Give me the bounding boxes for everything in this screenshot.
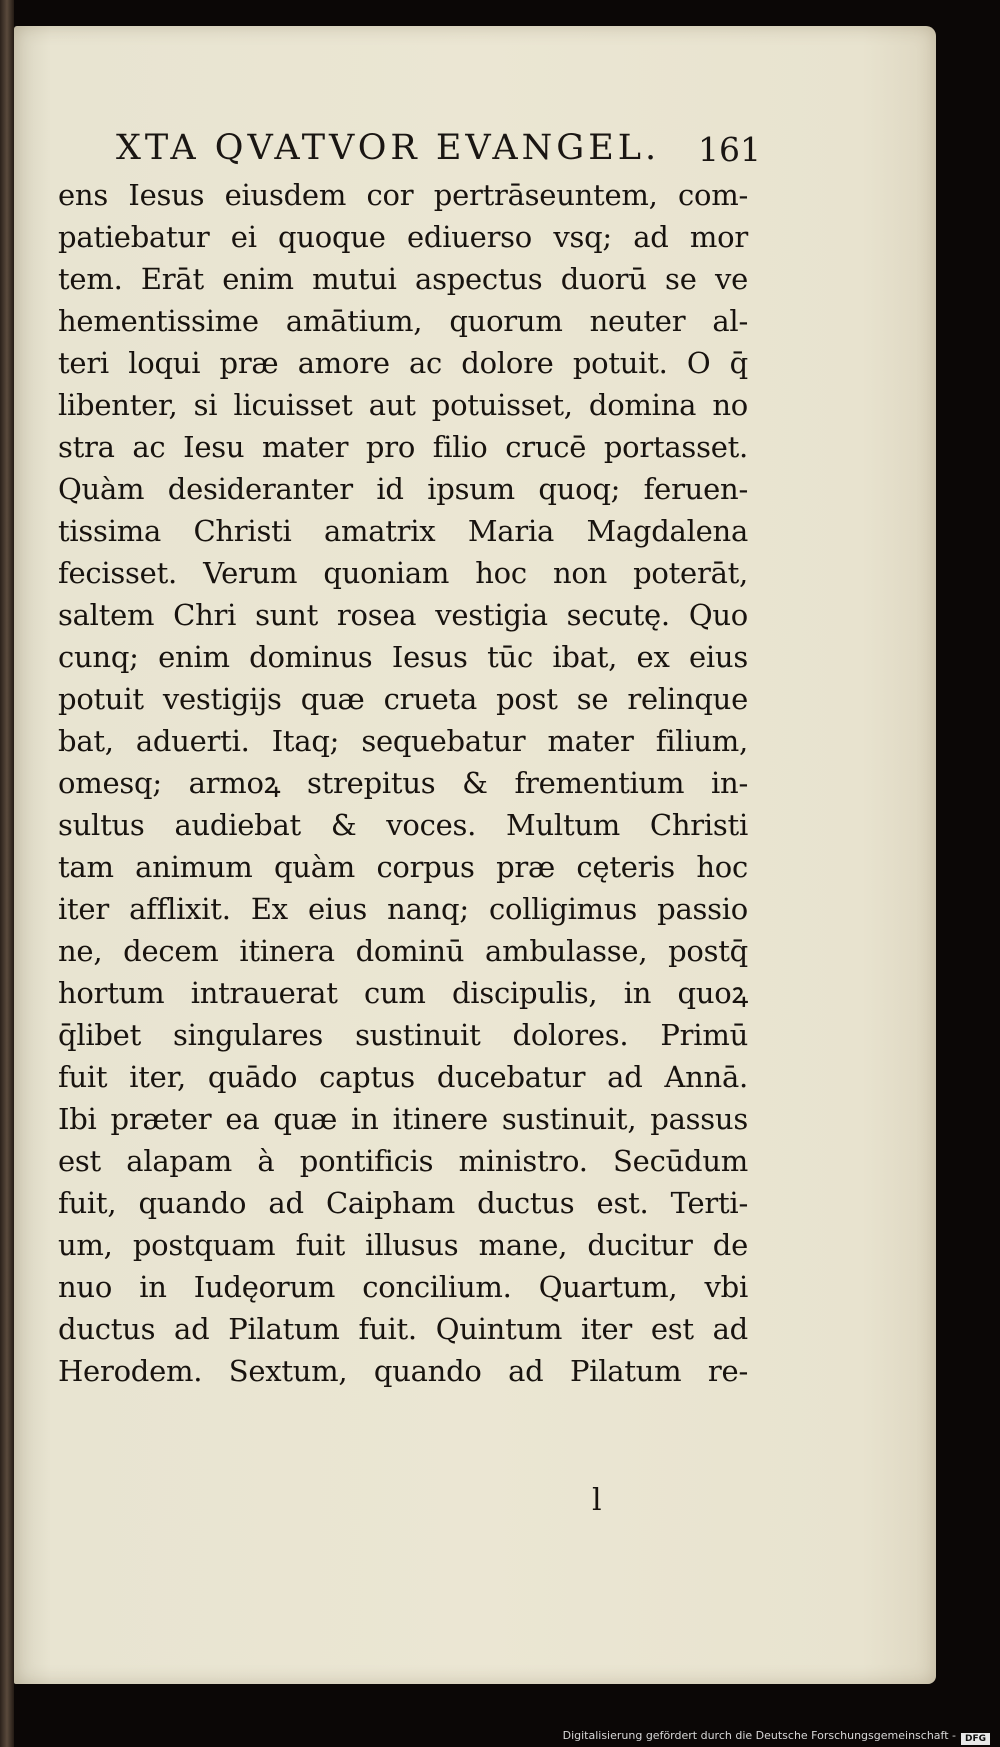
text-line: fecisset. Verum quoniam hoc non poterāt, [58, 556, 748, 590]
text-line: patiebatur ei quoque ediuerso vsq; ad mor [58, 220, 748, 254]
text-line: cunq; enim dominus Iesus tūc ibat, ex eius [58, 640, 748, 674]
page-number: 161 [698, 130, 761, 169]
text-line: ens Iesus eiusdem cor pertrāseuntem, com- [58, 178, 748, 212]
text-line: tissima Christi amatrix Maria Magdalena [58, 514, 748, 548]
text-line: est alapam à pontificis ministro. Secūdum [58, 1144, 748, 1178]
text-line: omesq; armoꝝ strepitus & frementium in- [58, 766, 748, 800]
text-line: q̄libet singulares sustinuit dolores. Primū [58, 1018, 748, 1052]
text-line: Quàm desideranter id ipsum quoq; feruen- [58, 472, 748, 506]
book-page [14, 26, 936, 1684]
text-line: sultus audiebat & voces. Multum Christi [58, 808, 748, 842]
running-head-title: XTA QVATVOR EVANGEL. [116, 128, 661, 168]
text-line: ne, decem itinera dominū ambulasse, postq̄ [58, 934, 748, 968]
text-line: libenter, si licuisset aut potuisset, domina no [58, 388, 748, 422]
text-line: hementissime amātium, quorum neuter al- [58, 304, 748, 338]
text-line: bat, aduerti. Itaq; sequebatur mater filium, [58, 724, 748, 758]
text-line: ductus ad Pilatum fuit. Quintum iter est ad [58, 1312, 748, 1346]
credit-text: Digitalisierung gefördert durch die Deutsche Forschungsgemeinschaft - [562, 1729, 956, 1742]
text-line: stra ac Iesu mater pro filio crucē portasset. [58, 430, 748, 464]
text-line: fuit, quando ad Caipham ductus est. Terti- [58, 1186, 748, 1220]
dfg-logo-icon: DFG [961, 1733, 990, 1745]
signature-mark: l [592, 1483, 602, 1518]
text-line: iter afflixit. Ex eius nanq; colligimus passio [58, 892, 748, 926]
body-text [58, 174, 748, 1392]
text-line: saltem Chri sunt rosea vestigia secutę. Quo [58, 598, 748, 632]
text-line: teri loqui præ amore ac dolore potuit. O q̄ [58, 346, 748, 380]
text-line: fuit iter, quādo captus ducebatur ad Annā. [58, 1060, 748, 1094]
text-line: um, postquam fuit illusus mane, ducitur de [58, 1228, 748, 1262]
text-line: Ibi præter ea quæ in itinere sustinuit, passus [58, 1102, 748, 1136]
text-line: tam animum quàm corpus præ cęteris hoc [58, 850, 748, 884]
text-line: hortum intrauerat cum discipulis, in quoꝝ [58, 976, 748, 1010]
text-line: nuo in Iudęorum concilium. Quartum, vbi [58, 1270, 748, 1304]
text-line: potuit vestigijs quæ crueta post se relinque [58, 682, 748, 716]
book-spine-edge [0, 0, 14, 1747]
text-line: Herodem. Sextum, quando ad Pilatum re- [58, 1354, 748, 1388]
digitization-credit [563, 1729, 990, 1745]
running-head [100, 108, 766, 174]
text-line: tem. Erāt enim mutui aspectus duorū se ve [58, 262, 748, 296]
